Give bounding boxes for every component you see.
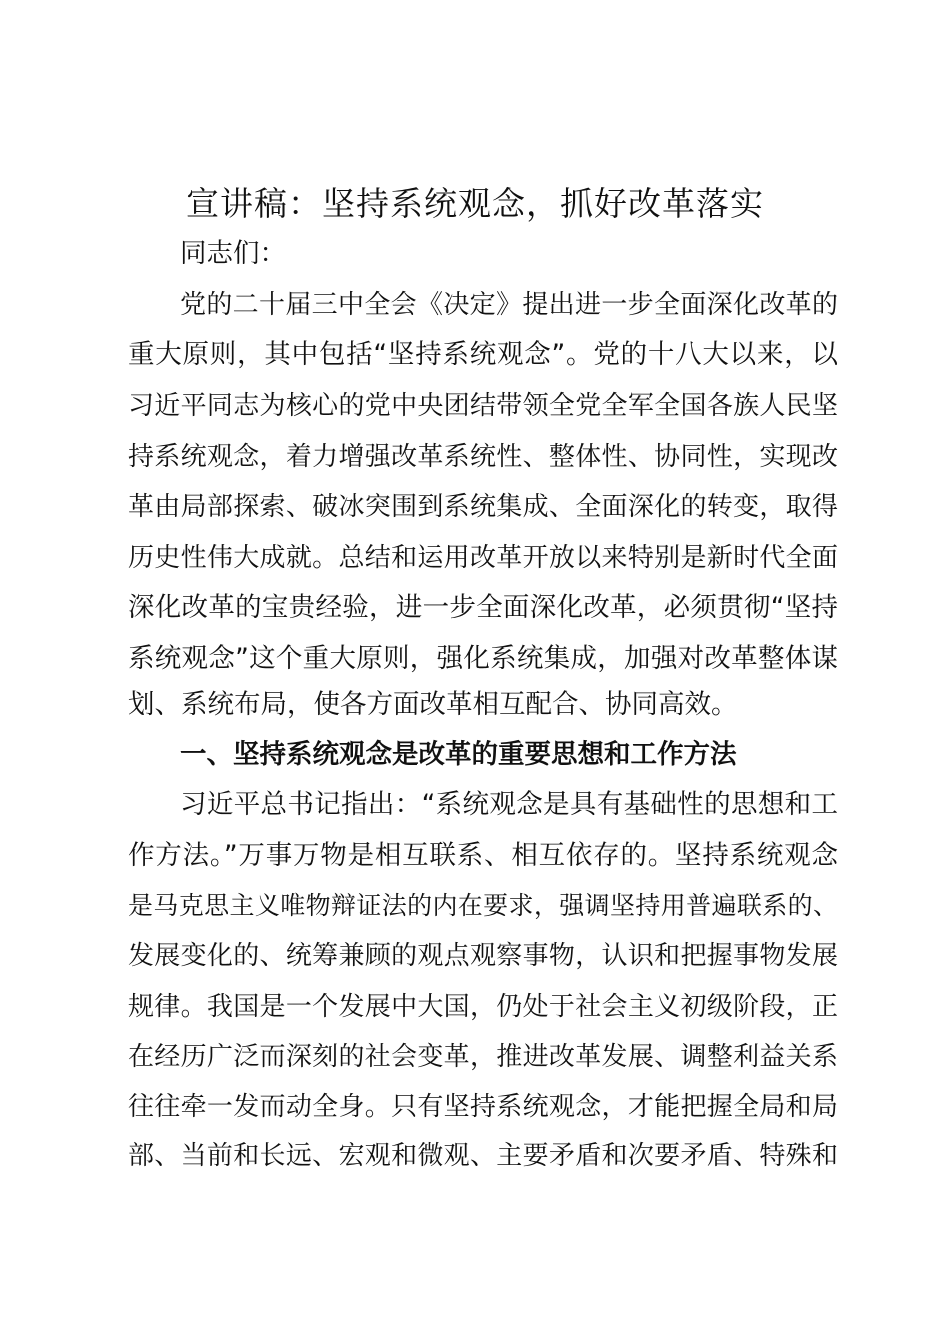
- paragraph-2-line-4: 发展变化的、统筹兼顾的观点观察事物，认识和把握事物发展: [128, 941, 838, 971]
- paragraph-2-line-7: 往往牵一发而动全身。只有坚持系统观念，才能把握全局和局: [128, 1092, 838, 1122]
- paragraph-1-line-9: 划、系统布局，使各方面改革相互配合、协同高效。: [128, 689, 738, 720]
- paragraph-2-line-8: 部、当前和长远、宏观和微观、主要矛盾和次要矛盾、特殊和: [128, 1141, 838, 1171]
- paragraph-1-line-3: 习近平同志为核心的党中央团结带领全党全军全国各族人民坚: [128, 391, 838, 421]
- paragraph-2-line-1: 习近平总书记指出：“系统观念是具有基础性的思想和工: [180, 789, 838, 820]
- document-title: 宣讲稿：坚持系统观念，抓好改革落实: [186, 184, 764, 223]
- paragraph-1-line-4: 持系统观念，着力增强改革系统性、整体性、协同性，实现改: [128, 442, 838, 472]
- paragraph-1-line-8: 系统观念”这个重大原则，强化系统集成，加强对改革整体谋: [128, 643, 838, 674]
- section-1-heading: 一、坚持系统观念是改革的重要思想和工作方法: [180, 739, 737, 770]
- paragraph-1-line-6: 历史性伟大成就。总结和运用改革开放以来特别是新时代全面: [128, 543, 838, 573]
- paragraph-1-line-5: 革由局部探索、破冰突围到系统集成、全面深化的转变，取得: [128, 492, 838, 522]
- paragraph-2-line-5: 规律。我国是一个发展中大国，仍处于社会主义初级阶段，正: [128, 992, 838, 1022]
- paragraph-2-line-2: 作方法。”万事万物是相互联系、相互依存的。坚持系统观念: [128, 840, 838, 871]
- paragraph-1-line-1: 党的二十届三中全会《决定》提出进一步全面深化改革的: [180, 290, 838, 320]
- greeting: 同志们：: [180, 238, 286, 269]
- paragraph-2-line-3: 是马克思主义唯物辩证法的内在要求，强调坚持用普遍联系的、: [128, 891, 838, 920]
- paragraph-1-line-2: 重大原则，其中包括“坚持系统观念”。党的十八大以来，以: [128, 339, 838, 370]
- paragraph-2-line-6: 在经历广泛而深刻的社会变革，推进改革发展、调整利益关系: [128, 1042, 838, 1072]
- paragraph-1-line-7: 深化改革的宝贵经验，进一步全面深化改革，必须贯彻“坚持: [128, 592, 838, 623]
